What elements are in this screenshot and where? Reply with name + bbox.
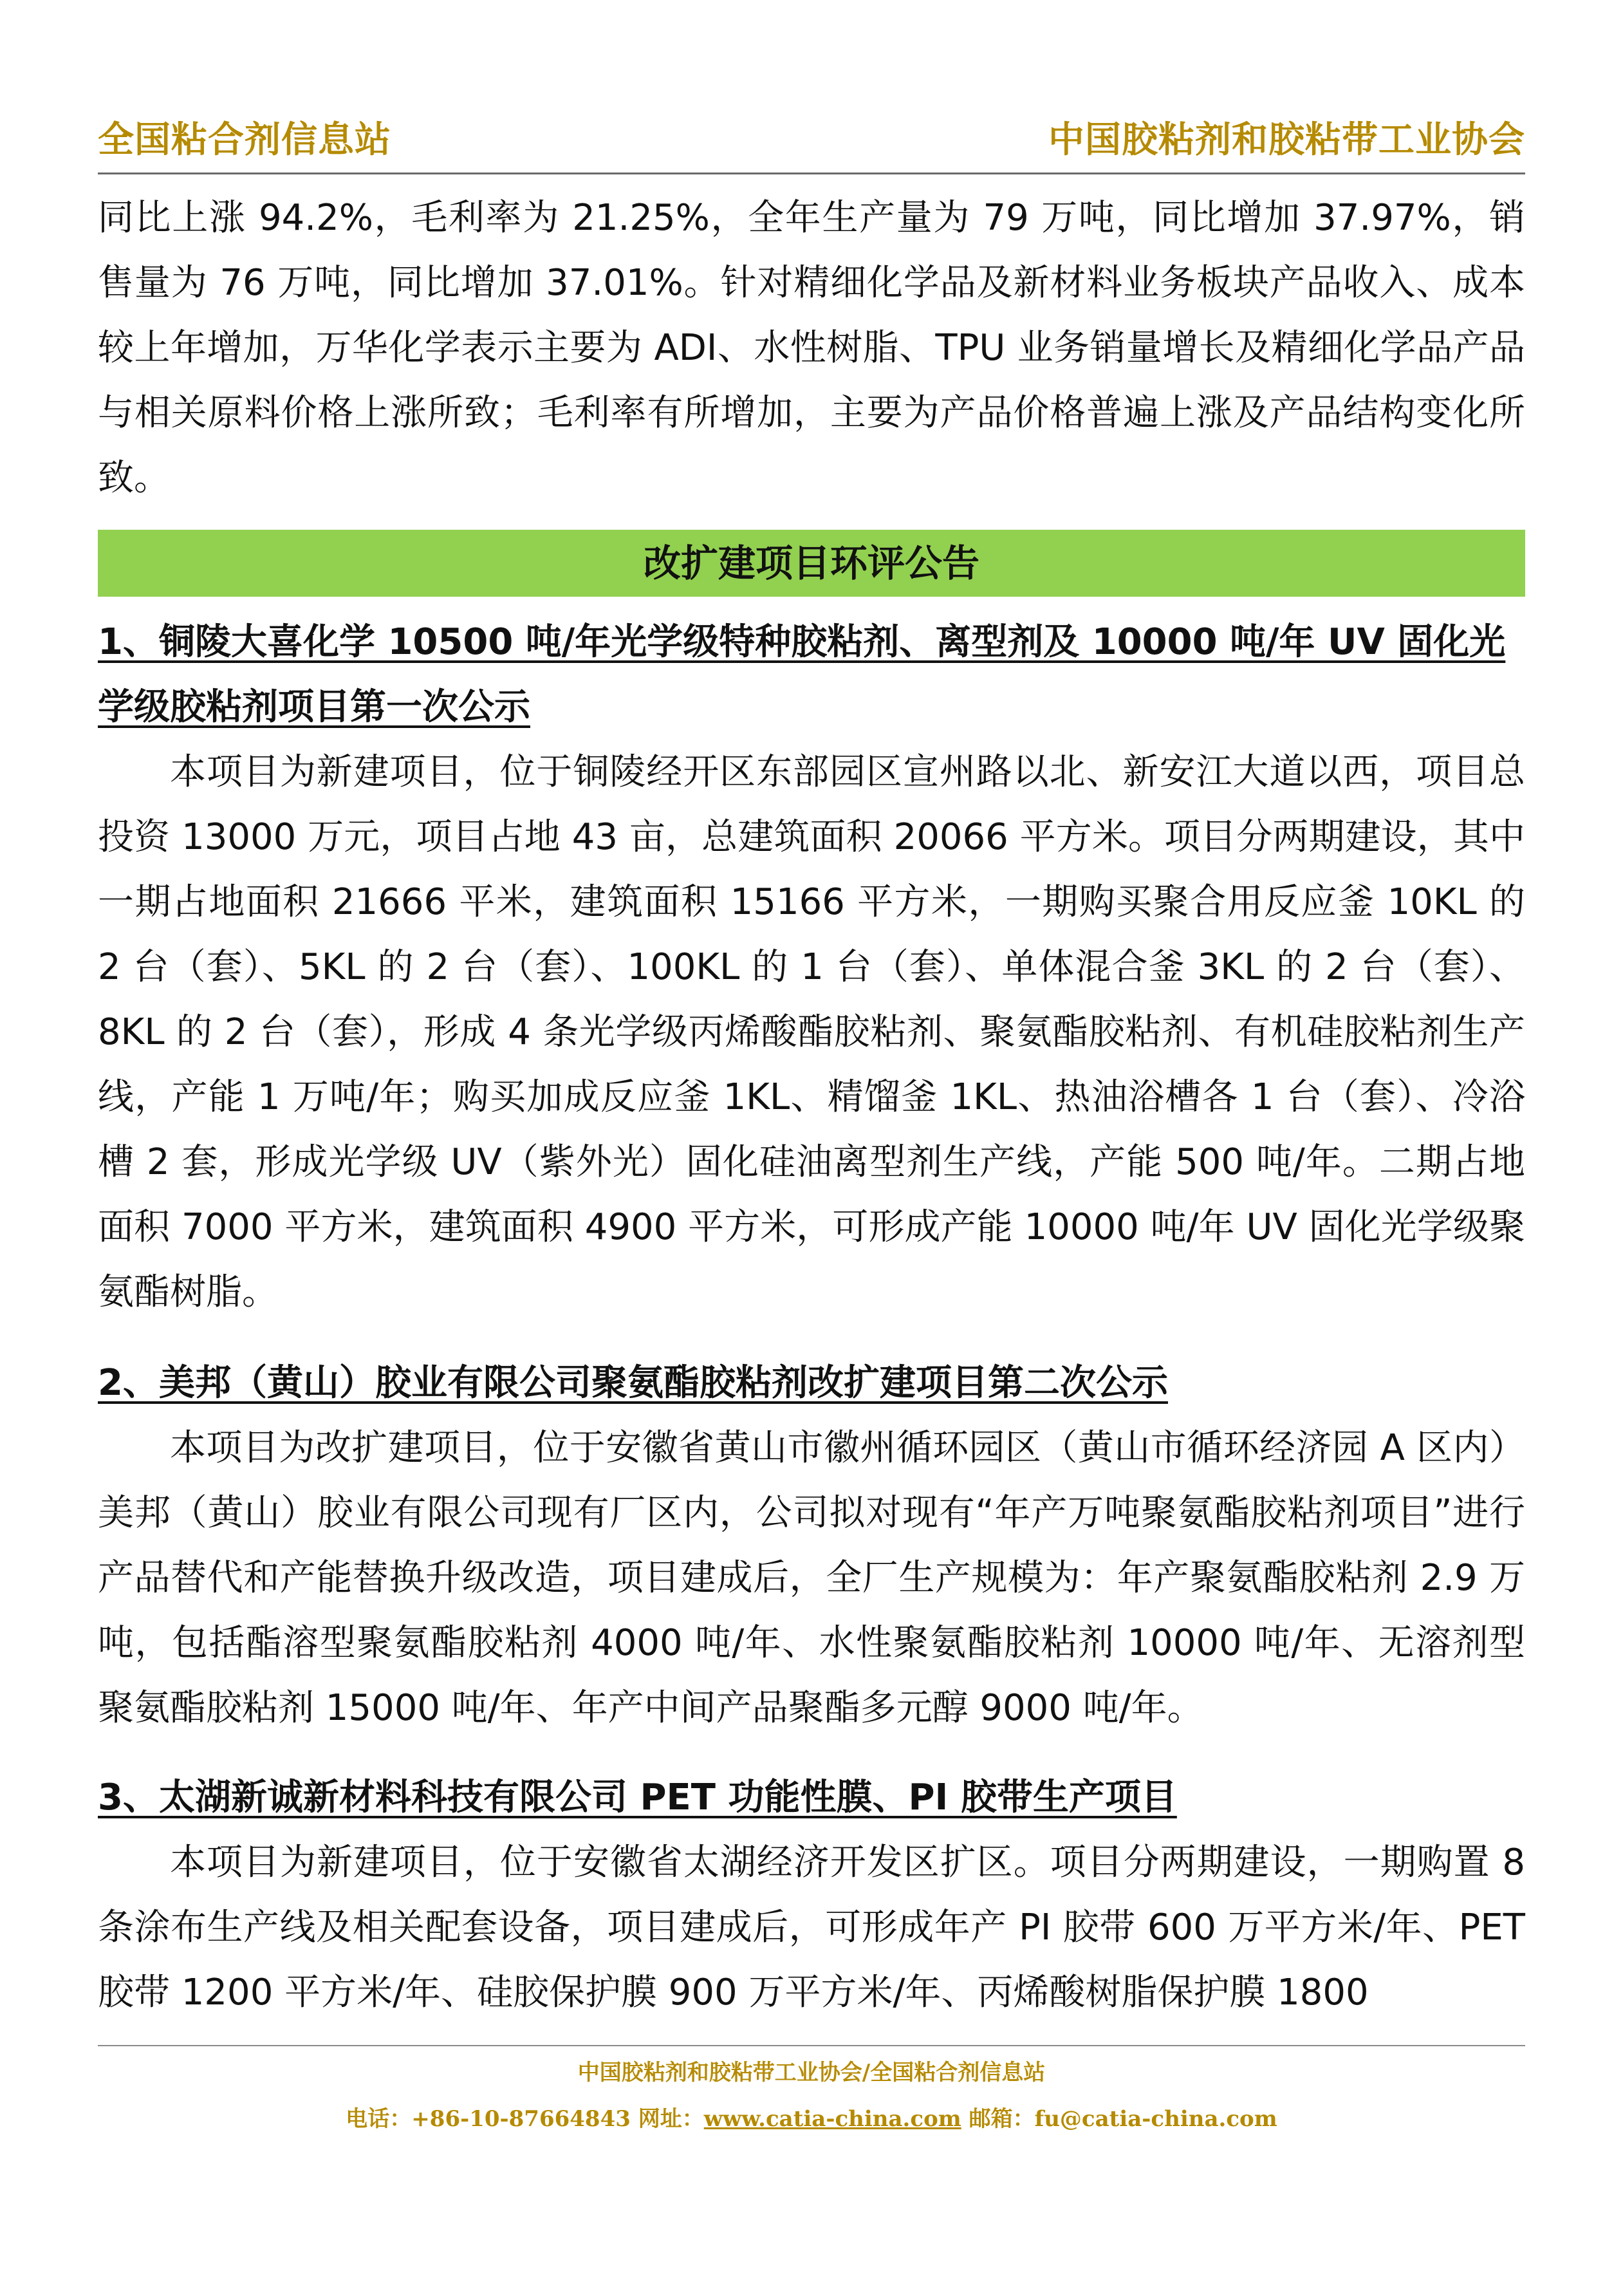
item-3-body: 本项目为新建项目，位于安徽省太湖经济开发区扩区。项目分两期建设，一期购置 8 条涂布生产线及相关配套设备，项目建成后，可形成年产 PI 胶带 600 万平方米/年、PET 胶带 1200 平方米/年、硅胶保护膜 900 万平方米/年、丙烯酸树脂保护膜 1800 bbox=[98, 1842, 1525, 2013]
footer-phone: 电话：+86-10-87664843 网址： bbox=[346, 2106, 704, 2132]
footer-website-link[interactable]: www.catia-china.com bbox=[703, 2106, 961, 2132]
intro-paragraph: 同比上涨 94.2%，毛利率为 21.25%，全年生产量为 79 万吨，同比增加 37.97%，销售量为 76 万吨，同比增加 37.01%。针对精细化学品及新材料业务板块产品收入、成本较上年增加，万华化学表示主要为 ADI、水性树脂、TPU 业务销量增长及精细化学品产品与相关原料价格上涨所致；毛利率有所增加，主要为产品价格普遍上涨及产品结构变化所致。 bbox=[98, 197, 1525, 499]
footer-contact bbox=[0, 2103, 1623, 2135]
document-body bbox=[98, 185, 1525, 2025]
item-2-heading: 2、美邦（黄山）胶业有限公司聚氨酯胶粘剂改扩建项目第二次公示 bbox=[98, 1362, 1168, 1404]
item-1-heading: 1、铜陵大喜化学 10500 吨/年光学级特种胶粘剂、离型剂及 10000 吨/年 UV 固化光学级胶粘剂项目第一次公示 bbox=[98, 621, 1506, 728]
item-2-body: 本项目为改扩建项目，位于安徽省黄山市徽州循环园区（黄山市循环经济园 A 区内）美邦（黄山）胶业有限公司现有厂区内，公司拟对现有“年产万吨聚氨酯胶粘剂项目”进行产品替代和产能替换升级改造，项目建成后，全厂生产规模为：年产聚氨酯胶粘剂 2.9 万吨，包括酯溶型聚氨酯胶粘剂 4000 吨/年、水性聚氨酯胶粘剂 10000 吨/年、无溶剂型聚氨酯胶粘剂 15000 吨/年、年产中间产品聚酯多元醇 9000 吨/年。 bbox=[98, 1427, 1525, 1729]
footer-organization: 中国胶粘剂和胶粘带工业协会/全国粘合剂信息站 bbox=[577, 2060, 1046, 2086]
item-1-body: 本项目为新建项目，位于铜陵经开区东部园区宣州路以北、新安江大道以西，项目总投资 13000 万元，项目占地 43 亩，总建筑面积 20066 平方米。项目分两期建设，其中一期占地面积 21666 平米，建筑面积 15166 平方米，一期购买聚合用反应釜 10KL 的 2 台（套）、5KL 的 2 台（套）、100KL 的 1 台（套）、单体混合釜 3KL 的 2 台（套）、8KL 的 2 台（套），形成 4 条光学级丙烯酸酯胶粘剂、聚氨酯胶粘剂、有机硅胶粘剂生产线，产能 1 万吨/年；购买加成反应釜 1KL、精馏釜 1KL、热油浴槽各 1 台（套）、冷浴槽 2 套，形成光学级 UV（紫外光）固化硅油离型剂生产线，产能 500 吨/年。二期占地面积 7000 平方米，建筑面积 4900 平方米，可形成产能 10000 吨/年 UV 固化光学级聚氨酯树脂。 bbox=[98, 751, 1526, 1313]
header-site-title: 全国粘合剂信息站 bbox=[98, 119, 391, 161]
header-association-title: 中国胶粘剂和胶粘带工业协会 bbox=[1048, 119, 1525, 161]
header-divider bbox=[98, 173, 1525, 174]
section-banner: 改扩建项目环评公告 bbox=[98, 530, 1525, 597]
footer-email: 邮箱：fu@catia-china.com bbox=[961, 2106, 1277, 2132]
footer-divider bbox=[98, 2045, 1525, 2046]
item-3-heading: 3、太湖新诚新材料科技有限公司 PET 功能性膜、PI 胶带生产项目 bbox=[98, 1777, 1177, 1818]
